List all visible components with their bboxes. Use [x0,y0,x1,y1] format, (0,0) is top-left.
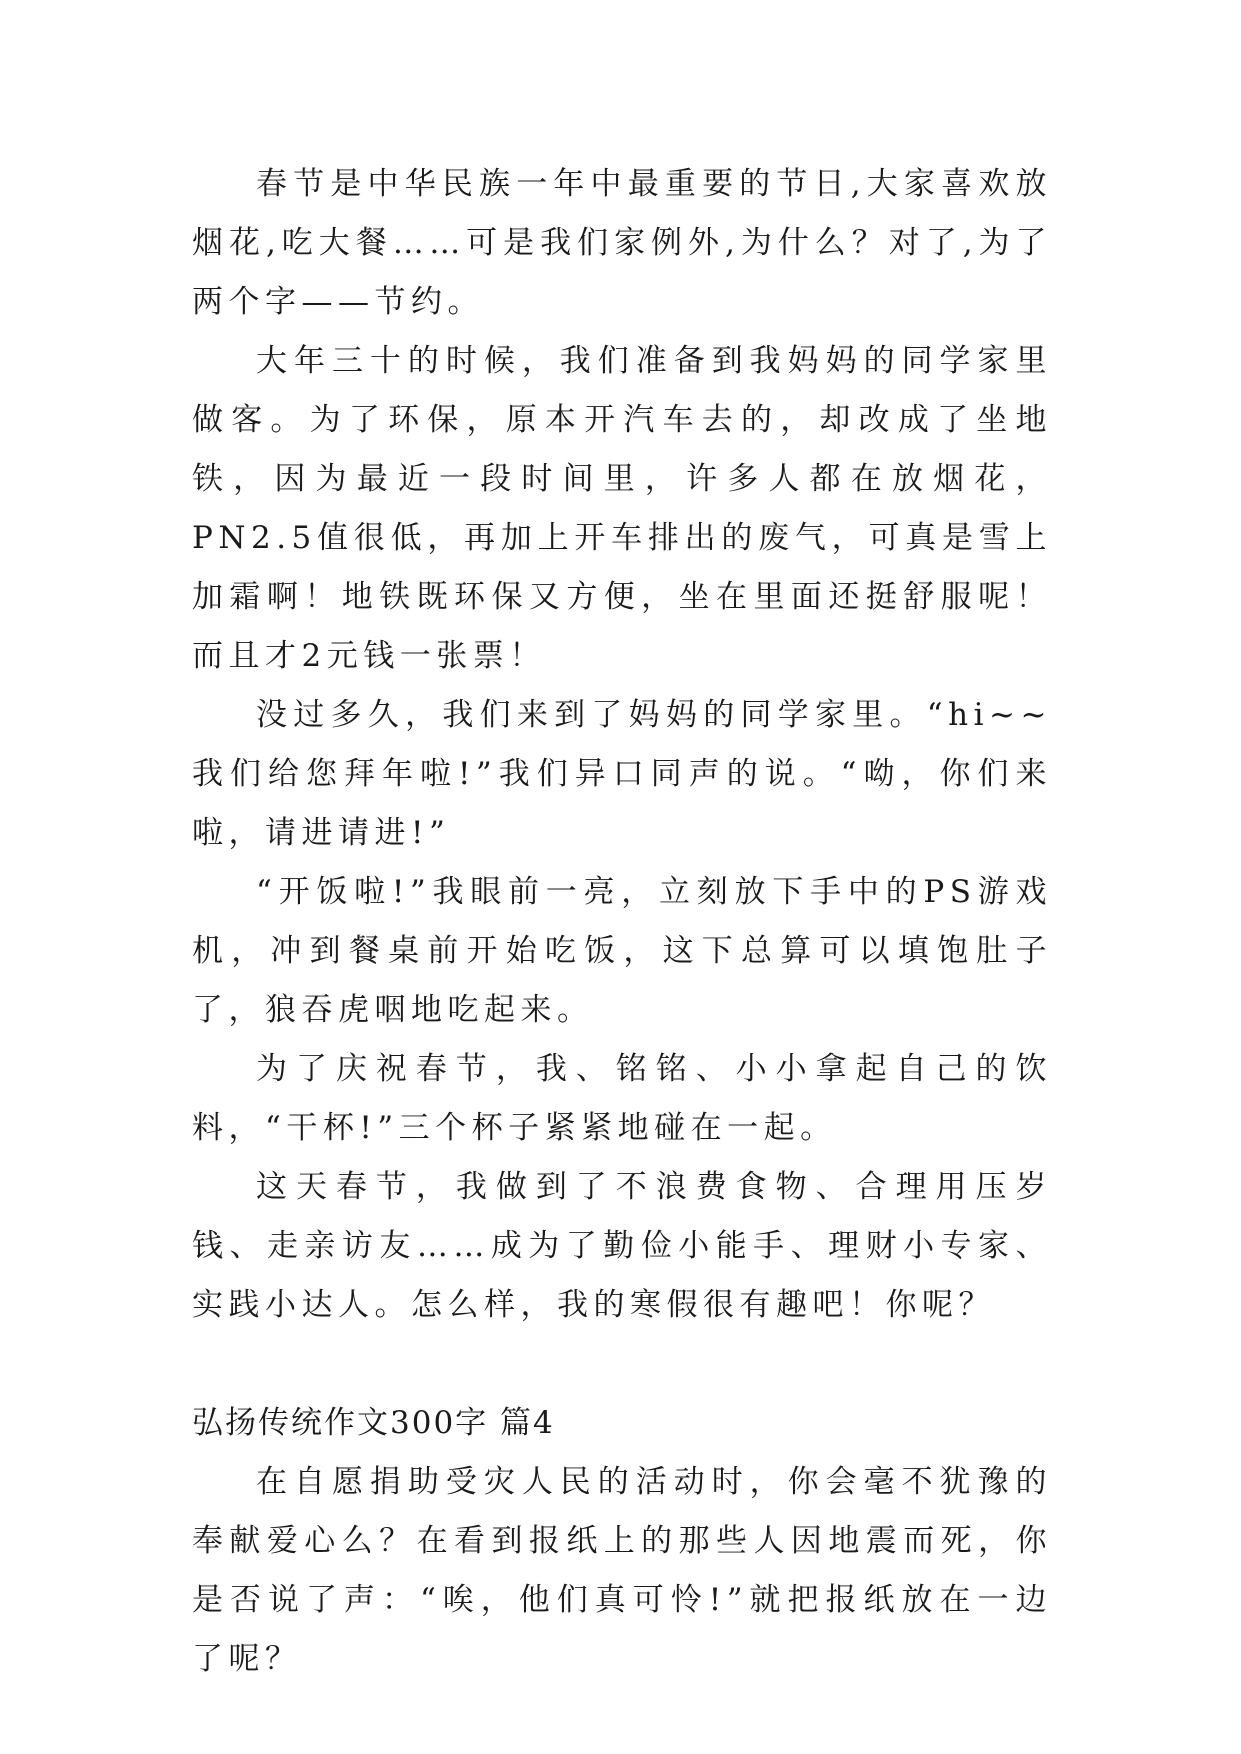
paragraph-new-years-eve-subway: 大年三十的时候，我们准备到我妈妈的同学家里做客。为了环保，原本开汽车去的，却改成了坐地铁，因为最近一段时间里，许多人都在放烟花，PN2.5值很低，再加上开车排出的废气，可真是雪上加霜啊！地铁既环保又方便，坐在里面还挺舒服呢！而且才2元钱一张票！ [192,343,1052,674]
paragraph-dinner-time: “开饭啦!”我眼前一亮，立刻放下手中的PS游戏机，冲到餐桌前开始吃饭，这下总算可以填饱肚子了，狼吞虎咽地吃起来。 [192,874,1052,1028]
paragraph-donation-question: 在自愿捐助受灾人民的活动时，你会毫不犹豫的奉献爱心么？在看到报纸上的那些人因地震而死，你是否说了声：“唉，他们真可怜!”就把报纸放在一边了呢？ [192,1464,1052,1677]
paragraph-conclusion: 这天春节，我做到了不浪费食物、合理用压岁钱、走亲访友……成为了勤俭小能手、理财小专家、实践小达人。怎么样，我的寒假很有趣吧！你呢？ [192,1169,1052,1323]
paragraph-spring-festival-intro: 春节是中华民族一年中最重要的节日,大家喜欢放烟花,吃大餐……可是我们家例外,为什么？对了,为了两个字——节约。 [192,166,1052,320]
paragraph-arrival-greeting: 没过多久，我们来到了妈妈的同学家里。“hi~~我们给您拜年啦!”我们异口同声的说。“呦，你们来啦，请进请进!” [192,697,1052,851]
document-body [192,155,1052,1689]
section-heading: 弘扬传统作文300字 篇4 [192,1405,555,1441]
paragraph-toast: 为了庆祝春节，我、铭铭、小小拿起自己的饮料，“干杯!”三个杯子紧紧地碰在一起。 [192,1051,1052,1146]
